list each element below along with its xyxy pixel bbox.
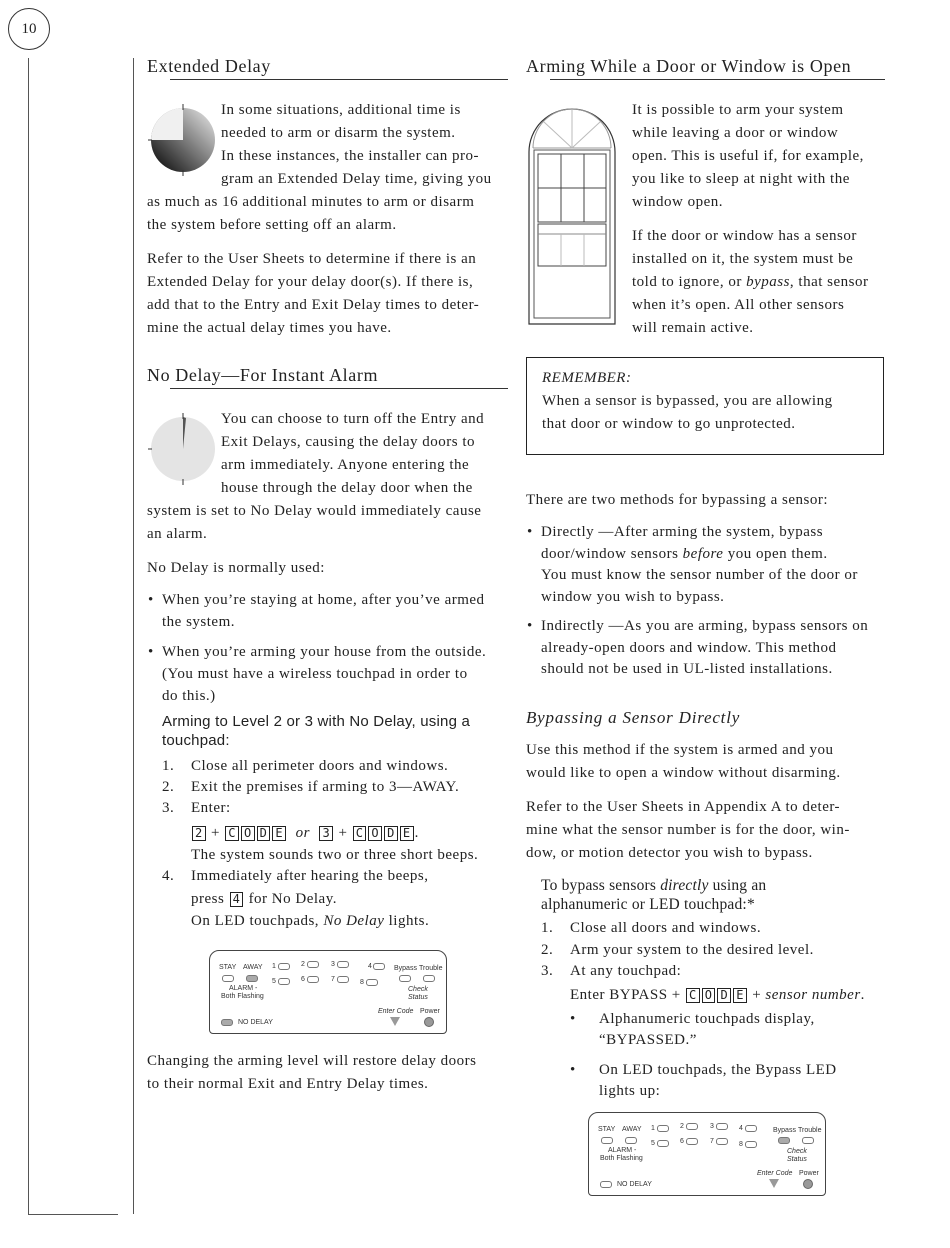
zone-number: 1 (272, 963, 276, 970)
text-line: Changing the arming level will restore delay doors (147, 1053, 477, 1069)
no-delay-intro-wrap (221, 408, 511, 500)
zone-number: 8 (360, 979, 364, 986)
key-e: E (272, 826, 286, 841)
text-line: • When you’re arming your house from the outside. (162, 644, 487, 660)
extended-delay-intro-wrap (221, 99, 511, 191)
text-line: Use this method if the system is armed and you (526, 742, 834, 758)
text-line: the system before setting off an alarm. (147, 217, 397, 233)
zone-led (278, 978, 290, 985)
text-line: • On LED touchpads, the Bypass LED (599, 1061, 837, 1078)
zone-led (307, 961, 319, 968)
heading-rule (550, 79, 885, 80)
zone-led (373, 963, 385, 970)
touchpad-power-label: Power (799, 1170, 819, 1177)
text-line: would like to open a window without disarming. (526, 765, 841, 781)
text-line: needed to arm or disarm the system. (221, 125, 456, 141)
key-e: E (733, 988, 747, 1003)
text-line: In these instances, the installer can pro- (221, 148, 479, 164)
away-led (625, 1137, 637, 1144)
list-item (570, 1009, 891, 1052)
touchpad-status-label: Status (787, 1156, 807, 1163)
text-line: Arming to Level 2 or 3 with No Delay, using a (162, 713, 471, 730)
text-span: , that sensor (789, 274, 869, 290)
text-line: the system. (162, 614, 235, 630)
text-line: Exit Delays, causing the delay doors to (221, 434, 476, 450)
zone-number: 2 (301, 961, 305, 968)
stay-led (222, 975, 234, 982)
zone-number: 3 (710, 1123, 714, 1130)
text-line: You must know the sensor number of the door or (541, 567, 858, 583)
touchpad-power-label: Power (420, 1008, 440, 1015)
heading-rule (170, 79, 508, 80)
zone-number: 7 (710, 1138, 714, 1145)
window-illustration-icon (526, 104, 618, 326)
key-c: C (353, 826, 367, 841)
touchpad-bypass-label: Bypass (773, 1127, 796, 1134)
away-led (246, 975, 258, 982)
text-line: touchpad: (162, 732, 230, 749)
touchpad-enter-code-label: Enter Code (378, 1008, 414, 1015)
touchpad-trouble-label: Trouble (419, 965, 443, 972)
touchpad-check-label: Check (408, 986, 428, 993)
period: . (414, 825, 419, 841)
zone-number: 5 (272, 978, 276, 985)
extended-delay-para2 (147, 248, 512, 340)
step-text: On LED touchpads, (191, 913, 320, 929)
zone-led (337, 976, 349, 983)
touchpad-away-label: AWAY (622, 1126, 642, 1133)
zone-number: 1 (651, 1125, 655, 1132)
text-line: mine what the sensor number is for the door, win- (526, 822, 850, 838)
text-line: when it’s open. All other sensors (632, 297, 845, 313)
step-text: At any touchpad: (570, 963, 682, 979)
text-line (632, 271, 888, 294)
zone-led (716, 1138, 728, 1145)
zone-number: 3 (331, 961, 335, 968)
page-number: 10 (8, 8, 50, 50)
touchpad-enter-code-label: Enter Code (757, 1170, 793, 1177)
power-led-icon (424, 1017, 434, 1027)
step-text: Enter BYPASS + (570, 986, 681, 1003)
zone-number: 6 (680, 1138, 684, 1145)
key-d: D (257, 826, 271, 841)
text-line: already-open doors and window. This method (541, 639, 837, 656)
bypass-methods-list (527, 522, 889, 689)
text-line: system is set to No Delay would immediately cause (147, 503, 482, 519)
zone-led (278, 963, 290, 970)
extended-delay-clock-icon (148, 104, 218, 176)
bypass-led (778, 1137, 790, 1144)
bypass-led (399, 975, 411, 982)
text-line: If the door or window has a sensor (632, 228, 857, 244)
step-text: for No Delay. (248, 891, 337, 907)
text-line: • When you’re staying at home, after you’ve armed (162, 592, 485, 608)
step-text-italic: sensor number (765, 986, 861, 1003)
margin-rule-inner (133, 58, 134, 1214)
touchpad-stay-label: STAY (598, 1126, 616, 1133)
list-item: 3. Enter: 2 + C O D E or 3 + C O D E . The system sounds two or three short beeps. (162, 798, 522, 866)
text-line: • Directly —After arming the system, bypass (541, 524, 824, 540)
touchpad-alarm-sub-label: Both Flashing (221, 993, 264, 1000)
text-line: • Alphanumeric touchpads display, (599, 1010, 815, 1027)
text-line: an alarm. (147, 526, 208, 542)
zone-number: 4 (739, 1125, 743, 1132)
text-line: mine the actual delay times you have. (147, 320, 392, 336)
no-delay-closing (147, 1050, 517, 1096)
step-text: Exit the premises if arming to 3—AWAY. (191, 779, 460, 795)
period: . (860, 986, 865, 1003)
text-span-italic: bypass (746, 274, 790, 290)
touchpad-no-delay-label: NO DELAY (238, 1019, 273, 1026)
bypass-directly-heading: Bypassing a Sensor Directly (526, 708, 741, 727)
zone-number: 8 (739, 1141, 743, 1148)
list-item: 1. Close all perimeter doors and windows. (162, 758, 449, 774)
step-text: Immediately after hearing the beeps, (191, 868, 429, 884)
step-text: Close all perimeter doors and windows. (191, 758, 449, 774)
text-line: Extended Delay for your delay door(s). If there is, (147, 274, 474, 290)
step-line (191, 887, 522, 911)
heading-rule (170, 388, 508, 389)
text-line: It is possible to arm your system (632, 102, 844, 118)
no-delay-clock-icon (148, 413, 218, 485)
zone-led (337, 961, 349, 968)
text-line (541, 544, 889, 566)
text-line: open. This is useful if, for example, (632, 148, 864, 164)
text-span: door/window sensors (541, 545, 679, 562)
text-line: window open. (632, 194, 723, 210)
key-c: C (686, 988, 700, 1003)
stay-led (601, 1137, 613, 1144)
remember-label: REMEMBER: (542, 370, 632, 386)
text-line: dow, or motion detector you wish to bypass. (526, 845, 813, 861)
remember-box (526, 357, 884, 455)
bypass-para2 (526, 796, 890, 865)
text-line: You can choose to turn off the Entry and (221, 411, 485, 427)
list-item (527, 522, 889, 608)
extended-delay-heading: Extended Delay (147, 56, 271, 76)
text-line: installed on it, the system must be (632, 251, 854, 267)
list-item (570, 1060, 891, 1103)
key-4: 4 (230, 892, 244, 907)
plus-sign: + (338, 825, 348, 841)
bypass-steps (541, 918, 891, 1111)
key-sequence (570, 983, 891, 1007)
text-span: To bypass sensors (541, 877, 657, 894)
zone-number: 6 (301, 976, 305, 983)
no-delay-led (600, 1181, 612, 1188)
bypass-para1 (526, 739, 890, 785)
bypass-procedure-title (541, 876, 766, 914)
bypass-methods-intro: There are two methods for bypassing a sensor: (526, 492, 829, 508)
key-c: C (225, 826, 239, 841)
press-word: press (191, 891, 225, 907)
text-line: do this.) (162, 688, 216, 704)
list-item: 1. Close all doors and windows. (541, 920, 762, 936)
list-item: 4. Immediately after hearing the beeps, press 4 for No Delay. On LED touchpads, No Delay lights. (162, 866, 522, 932)
step-text-italic: No Delay (323, 913, 385, 929)
no-delay-intro-wrap-2 (147, 500, 517, 546)
margin-rule-outer (28, 58, 29, 1214)
trouble-led (423, 975, 435, 982)
step-text: lights. (388, 913, 430, 929)
text-line: lights up: (599, 1083, 661, 1099)
key-d: D (384, 826, 398, 841)
text-line: (You must have a wireless touchpad in order to (162, 666, 468, 682)
arming-open-heading: Arming While a Door or Window is Open (526, 56, 852, 76)
key-3: 3 (319, 826, 333, 841)
plus-sign: + (210, 825, 220, 841)
no-delay-led (221, 1019, 233, 1026)
zone-led (686, 1123, 698, 1130)
zone-led (307, 976, 319, 983)
zone-number: 2 (680, 1123, 684, 1130)
key-o: O (702, 988, 716, 1003)
zone-led (745, 1141, 757, 1148)
step-text: Enter: (191, 800, 231, 816)
zone-led (657, 1125, 669, 1132)
power-led-icon (803, 1179, 813, 1189)
text-span-italic: directly (660, 877, 709, 894)
text-line: as much as 16 additional minutes to arm or disarm (147, 194, 475, 210)
text-line: In some situations, additional time is (221, 102, 461, 118)
text-line: • Indirectly —As you are arming, bypass sensors on (541, 618, 869, 634)
key-e: E (400, 826, 414, 841)
zone-led (686, 1138, 698, 1145)
zone-number: 5 (651, 1140, 655, 1147)
key-o: O (368, 826, 382, 841)
step-text: Arm your system to the desired level. (570, 941, 814, 958)
text-span: using an (712, 877, 767, 894)
zone-led (745, 1125, 757, 1132)
text-line: while leaving a door or window (632, 125, 839, 141)
no-delay-procedure-title (162, 712, 470, 750)
zone-led (366, 979, 378, 986)
no-delay-steps (162, 756, 522, 932)
arming-open-para1 (632, 99, 888, 214)
text-line: alphanumeric or LED touchpad:* (541, 896, 755, 913)
text-line: When a sensor is bypassed, you are allowing (542, 393, 833, 409)
key-d: D (717, 988, 731, 1003)
key-o: O (241, 826, 255, 841)
text-line: Refer to the User Sheets in Appendix A to deter- (526, 799, 841, 815)
touchpad-illustration (588, 1112, 826, 1196)
trouble-led (802, 1137, 814, 1144)
no-delay-used-label: No Delay is normally used: (147, 560, 325, 576)
text-line: window you wish to bypass. (541, 588, 725, 605)
text-line: will remain active. (632, 320, 754, 336)
touchpad-no-delay-label: NO DELAY (617, 1181, 652, 1188)
touchpad-away-label: AWAY (243, 964, 263, 971)
list-item: 3. At any touchpad: Enter BYPASS + C O D E + sensor number. • Alphanumeric touchpads display, “BYPASSED.” • On LED touchpads, the Bypass LED lights up: (541, 961, 891, 1103)
touchpad-bypass-label: Bypass (394, 965, 417, 972)
text-line: to their normal Exit and Entry Delay times. (147, 1076, 429, 1092)
no-delay-bullets (148, 589, 518, 715)
step-note: The system sounds two or three short beeps. (191, 847, 479, 863)
list-item: 2. Exit the premises if arming to 3—AWAY. (162, 779, 460, 795)
or-word: or (295, 825, 310, 841)
key-2: 2 (192, 826, 206, 841)
key-sequence (191, 822, 522, 844)
list-item (148, 641, 518, 707)
step-line (191, 911, 522, 932)
zone-led (716, 1123, 728, 1130)
touchpad-alarm-sub-label: Both Flashing (600, 1155, 643, 1162)
no-delay-heading: No Delay—For Instant Alarm (147, 365, 379, 385)
text-span-italic: before (682, 545, 724, 562)
text-line: should not be used in UL-listed installations. (541, 661, 833, 677)
text-line: house through the delay door when the (221, 480, 473, 496)
margin-rule-bottom (28, 1214, 118, 1215)
zone-number: 7 (331, 976, 335, 983)
text-span: told to ignore, or (632, 274, 742, 290)
text-span: you open them. (727, 545, 828, 562)
touchpad-trouble-label: Trouble (798, 1127, 822, 1134)
text-line: “BYPASSED.” (599, 1032, 697, 1048)
touchpad-check-label: Check (787, 1148, 807, 1155)
text-line: you like to sleep at night with the (632, 171, 850, 187)
touchpad-status-label: Status (408, 994, 428, 1001)
text-line: gram an Extended Delay time, giving you (221, 171, 492, 187)
plus-sign: + (752, 986, 762, 1003)
text-line: that door or window to go unprotected. (542, 416, 796, 432)
enter-code-triangle-icon (390, 1017, 400, 1026)
list-item (148, 589, 518, 633)
step-text: Close all doors and windows. (570, 920, 762, 936)
list-item: 2. Arm your system to the desired level. (541, 941, 814, 958)
touchpad-alarm-label: ALARM - (229, 985, 258, 992)
list-item (527, 616, 889, 681)
touchpad-illustration (209, 950, 447, 1034)
enter-code-triangle-icon (769, 1179, 779, 1188)
arming-open-para2 (632, 225, 888, 340)
text-line: add that to the Entry and Exit Delay times to deter- (147, 297, 480, 313)
text-line: Refer to the User Sheets to determine if there is an (147, 251, 477, 267)
touchpad-alarm-label: ALARM - (608, 1147, 637, 1154)
extended-delay-intro-wrap-2 (147, 191, 512, 237)
zone-number: 4 (368, 963, 372, 970)
touchpad-stay-label: STAY (219, 964, 237, 971)
zone-led (657, 1140, 669, 1147)
text-line (541, 876, 766, 895)
text-line: arm immediately. Anyone entering the (221, 457, 470, 473)
